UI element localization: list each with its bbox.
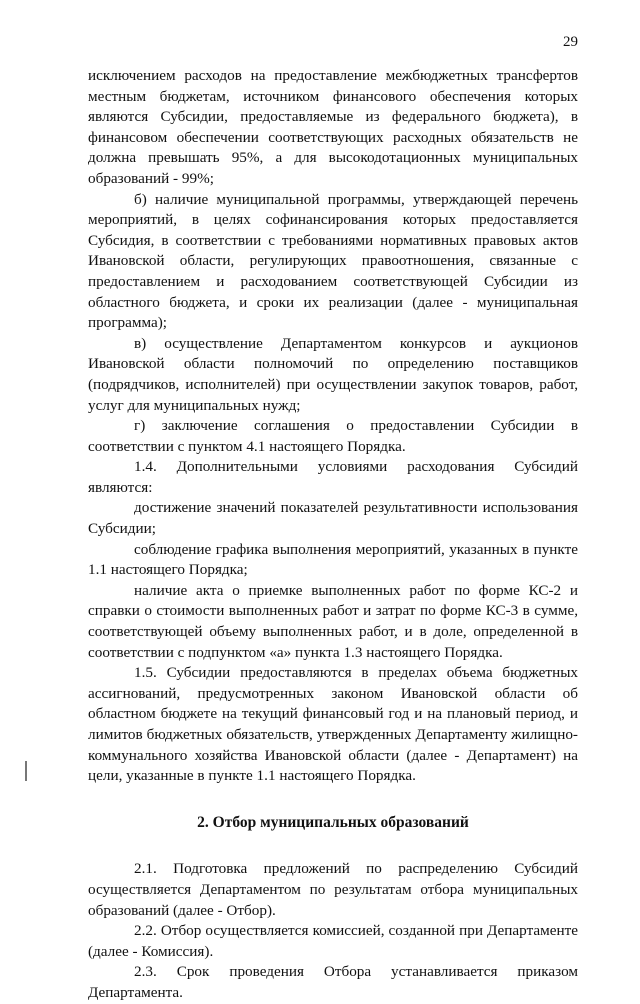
- paragraph: 2.1. Подготовка предложений по распределению Субсидий осуществляется Департаментом по результатам отбора муниципальных образований (далее - Отбор).: [88, 860, 578, 919]
- paragraph: 1.4. Дополнительными условиями расходования Субсидий являются:: [88, 458, 578, 496]
- scan-margin-mark: [25, 761, 27, 781]
- paragraph: достижение значений показателей результативности использования Субсидии;: [88, 499, 578, 538]
- paragraph: г) заключение соглашения о предоставлении Субсидии в соответствии с пунктом 4.1 настоящего Порядка.: [88, 417, 578, 455]
- paragraph: наличие акта о приемке выполненных работ по форме КС-2 и справки о стоимости выполненных работ и затрат по форме КС-3 в сумме, соответствующей объему выполненных работ, и в доле, определенной в соответствии с подпунктом «а» пункта 1.3 настоящего Порядка.: [88, 581, 578, 661]
- section-heading: 2. Отбор муниципальных образований: [197, 813, 469, 831]
- paragraph: 1.5. Субсидии предоставляются в пределах объема бюджетных ассигнований, предусмотренных законом Ивановской области об областном бюджете на текущий финансовый год и на плановый период, и лимитов бюджетных обязательств, утвержденных Департаменту жилищно-коммунального хозяйства Ивановской области (далее - Департамент) на цели, указанные в пункте 1.1 настоящего Порядка.: [88, 664, 578, 785]
- document-body: [88, 66, 578, 1004]
- paragraph: б) наличие муниципальной программы, утверждающей перечень мероприятий, в целях софинансирования которых предоставляется Субсидия, в соответствии с требованиями нормативных правовых актов Ивановской области, регулирующих правоотношения, связанные с предоставлением и расходованием соответствующей Субсидии из областного бюджета, и сроки их реализации (далее - муниципальная программа);: [88, 190, 578, 332]
- page-number: 29: [563, 34, 578, 50]
- paragraph: соблюдение графика выполнения мероприятий, указанных в пункте 1.1 настоящего Порядка;: [88, 540, 578, 579]
- paragraph: исключением расходов на предоставление межбюджетных трансфертов местным бюджетам, источником финансового обеспечения которых являются Субсидии, предоставляемые из федерального бюджета), в финансовом обеспечении соответствующих расходных обязательств не должна превышать 95%, а для высокодотационных муниципальных образований - 99%;: [88, 67, 578, 187]
- paragraph: 2.2. Отбор осуществляется комиссией, созданной при Департаменте (далее - Комиссия).: [88, 922, 578, 960]
- paragraph: 2.3. Срок проведения Отбора устанавливается приказом Департамента.: [88, 963, 578, 1001]
- paragraph: в) осуществление Департаментом конкурсов и аукционов Ивановской области полномочий по определению поставщиков (подрядчиков, исполнителей) при осуществлении закупок товаров, работ, услуг для муниципальных нужд;: [88, 334, 578, 414]
